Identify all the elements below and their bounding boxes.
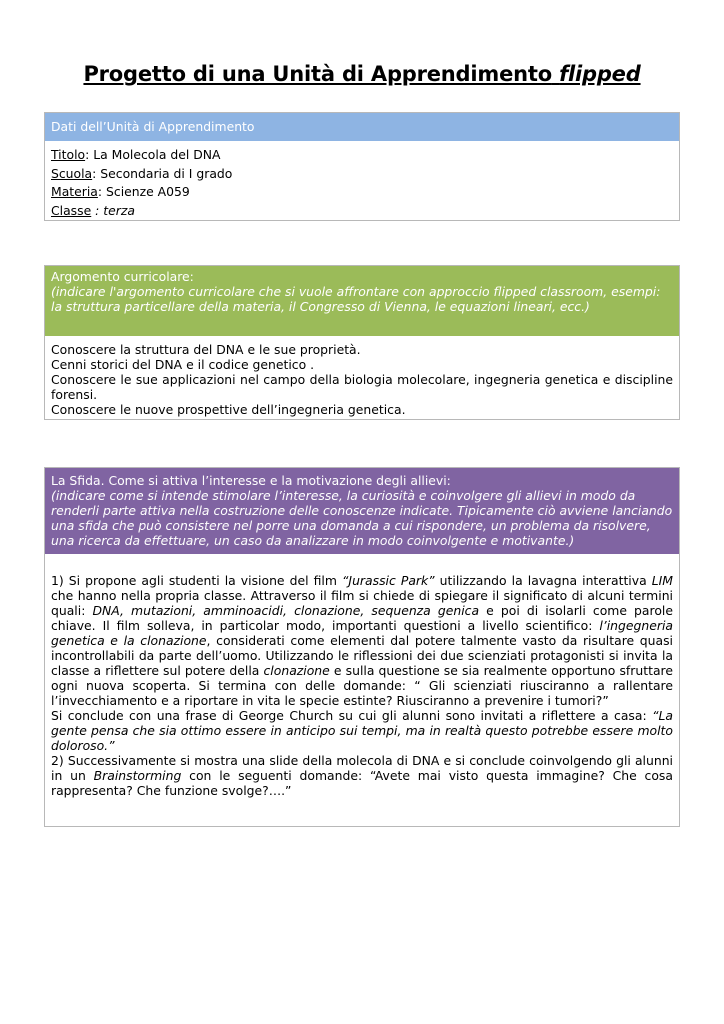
field-classe: Classe : terza [51, 202, 135, 218]
section-header: Dati dell’Unità di Apprendimento [45, 113, 679, 141]
text-line: Conoscere la struttura del DNA e le sue proprietà. [51, 342, 361, 357]
section-sfida [44, 467, 680, 827]
page-title [0, 62, 724, 86]
section-argomento [44, 265, 680, 420]
title-main: Progetto di una Unità di Apprendimento [83, 62, 552, 86]
section-body [45, 141, 679, 226]
text-line: Cenni storici del DNA e il codice genetico . [51, 357, 315, 372]
field-materia: Materia: Scienze A059 [51, 184, 190, 199]
field-scuola: Scuola: Secondaria di I grado [51, 165, 233, 181]
section-header [45, 468, 679, 554]
paragraph-2: Si conclude con una frase di George Church su cui gli alunni sono invitati a riflettere a casa: “La gente pensa che sia ottimo essere in anticipo sui tempi, ma in realtà questo potrebbe essere molto doloroso.” [51, 708, 673, 753]
section-body [45, 554, 679, 804]
section-header-sub: (indicare come si intende stimolare l’interesse, la curiosità e coinvolgere gli allievi in modo da renderli parte attiva nella costruzione delle conoscenze indicate. Tipicamente ciò avviene lanciando una sfida che può consistere nel porre una domanda a cui rispondere, un problema da risolvere, una ricerca da effettuare, un caso da analizzare in modo coinvolgente e motivante.) [51, 488, 673, 548]
title-italic: flipped [559, 62, 641, 86]
section-header-sub: (indicare l'argomento curricolare che si vuole affrontare con approccio flipped classroom, esempi: la struttura particellare della materia, il Congresso di Vienna, le equazioni lineari, ecc.) [51, 284, 661, 314]
section-header [45, 266, 679, 336]
section-data-uda [44, 112, 680, 221]
section-header-title: Argomento curricolare: [51, 269, 194, 284]
section-header-title: La Sfida. Come si attiva l’interesse e la motivazione degli allievi: [51, 473, 451, 488]
paragraph-1: 1) Si propone agli studenti la visione del film “Jurassic Park” utilizzando la lavagna interattiva LIM che hanno nella propria classe. Attraverso il film si chiede di spiegare il significato di alcuni termini quali: DNA, mutazioni, amminoacidi, clonazione, sequenza genica e poi di isolarli come parole chiave. Il film solleva, in particolar modo, importanti questioni a livello scientifico: l’ingegneria genetica e la clonazione, considerati come elementi dal potere talmente vasto da risultare quasi incontrollabili da parte dell’uomo. Utilizzando le riflessioni dei due scienziati protagonisti si invita la classe a riflettere sul potere della clonazione e sulla questione se sia realmente opportuno sfruttare ogni nuova scoperta. Si termina con delle domande: “ Gli scienziati riusciranno a rallentare l’invecchiamento e a riportare in vita le specie estinte? Riusciranno a prevenire i tumori?” [51, 573, 673, 708]
text-line: Conoscere le nuove prospettive dell’ingegneria genetica. [51, 402, 406, 417]
paragraph-3: 2) Successivamente si mostra una slide della molecola di DNA e si conclude coinvolgendo gli alunni in un Brainstorming con le seguenti domande: “Avete mai visto questa immagine? Che cosa rappresenta? Che funzione svolge?….” [51, 753, 673, 798]
text-line: Conoscere le sue applicazioni nel campo della biologia molecolare, ingegneria genetica e discipline forensi. [51, 372, 673, 402]
field-titolo: Titolo: La Molecola del DNA [51, 147, 221, 162]
section-body [45, 336, 679, 423]
